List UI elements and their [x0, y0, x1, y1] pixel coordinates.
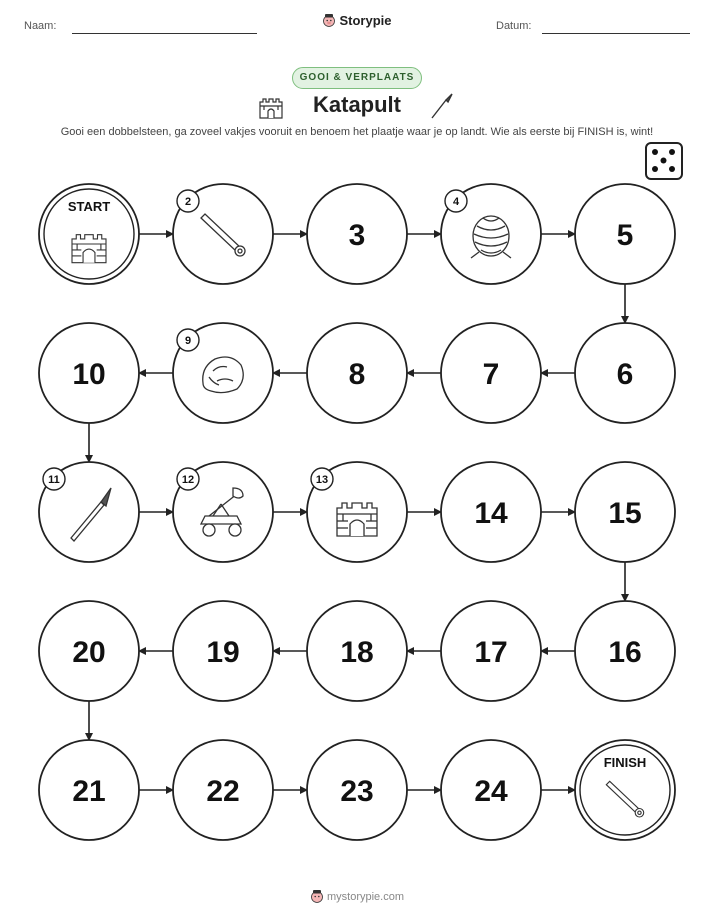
square-number: 6	[616, 358, 634, 391]
square-number: 3	[348, 219, 366, 252]
board-square-2[interactable]	[173, 184, 273, 284]
footer	[0, 889, 714, 903]
board-square-11[interactable]	[39, 462, 139, 562]
name-label: Naam:	[24, 20, 57, 32]
board-square-14[interactable]	[441, 462, 541, 562]
board-square-20[interactable]	[39, 601, 139, 701]
board-square-10[interactable]	[39, 323, 139, 423]
page-title: Katapult	[313, 92, 401, 117]
board-square-24[interactable]	[441, 740, 541, 840]
square-label: START	[67, 199, 111, 214]
square-number: 17	[474, 636, 508, 669]
board-square-17[interactable]	[441, 601, 541, 701]
square-number: 22	[206, 775, 240, 808]
square-number: 24	[474, 775, 508, 808]
board-square-15[interactable]	[575, 462, 675, 562]
board-square-start[interactable]	[39, 184, 139, 284]
square-number: 21	[72, 775, 106, 808]
square-number: 7	[482, 358, 500, 391]
square-number: 19	[206, 636, 240, 669]
board-square-23[interactable]	[307, 740, 407, 840]
square-number: 18	[340, 636, 374, 669]
square-number: 15	[608, 497, 642, 530]
square-number: 16	[608, 636, 642, 669]
board-square-9[interactable]	[173, 323, 273, 423]
brand-name: Storypie	[339, 13, 392, 28]
square-number: 23	[340, 775, 374, 808]
square-number: 20	[72, 636, 106, 669]
board-square-7[interactable]	[441, 323, 541, 423]
board-square-22[interactable]	[173, 740, 273, 840]
pig-logo-icon	[310, 889, 324, 903]
square-label: FINISH	[603, 755, 647, 770]
castle-icon	[337, 503, 377, 536]
board-square-4[interactable]	[441, 184, 541, 284]
square-number: 10	[72, 358, 106, 391]
square-number: 9	[184, 335, 192, 347]
square-number: 13	[315, 474, 329, 486]
date-label: Datum:	[496, 20, 532, 32]
square-number: 4	[452, 196, 460, 208]
category-badge: GOOI & VERPLAATS	[292, 67, 422, 89]
board-square-12[interactable]	[173, 462, 273, 562]
square-number: 2	[184, 196, 192, 208]
square-number: 5	[616, 219, 634, 252]
board-square-19[interactable]	[173, 601, 273, 701]
board-square-13[interactable]	[307, 462, 407, 562]
board-square-3[interactable]	[307, 184, 407, 284]
board-square-5[interactable]	[575, 184, 675, 284]
board-square-16[interactable]	[575, 601, 675, 701]
instruction-text: Gooi een dobbelsteen, ga zoveel vakjes vooruit en benoem het plaatje waar je op landt. Wie als eerste bij FINISH is, wint!	[60, 126, 654, 138]
square-number: 14	[474, 497, 508, 530]
square-number: 11	[48, 474, 60, 486]
square-number: 8	[348, 358, 366, 391]
board-square-finish[interactable]	[575, 740, 675, 840]
footer-url: mystorypie.com	[326, 891, 405, 903]
board-square-21[interactable]	[39, 740, 139, 840]
board-square-6[interactable]	[575, 323, 675, 423]
castle-icon	[72, 235, 106, 263]
board-square-18[interactable]	[307, 601, 407, 701]
square-number: 12	[181, 474, 195, 486]
board-square-8[interactable]	[307, 323, 407, 423]
